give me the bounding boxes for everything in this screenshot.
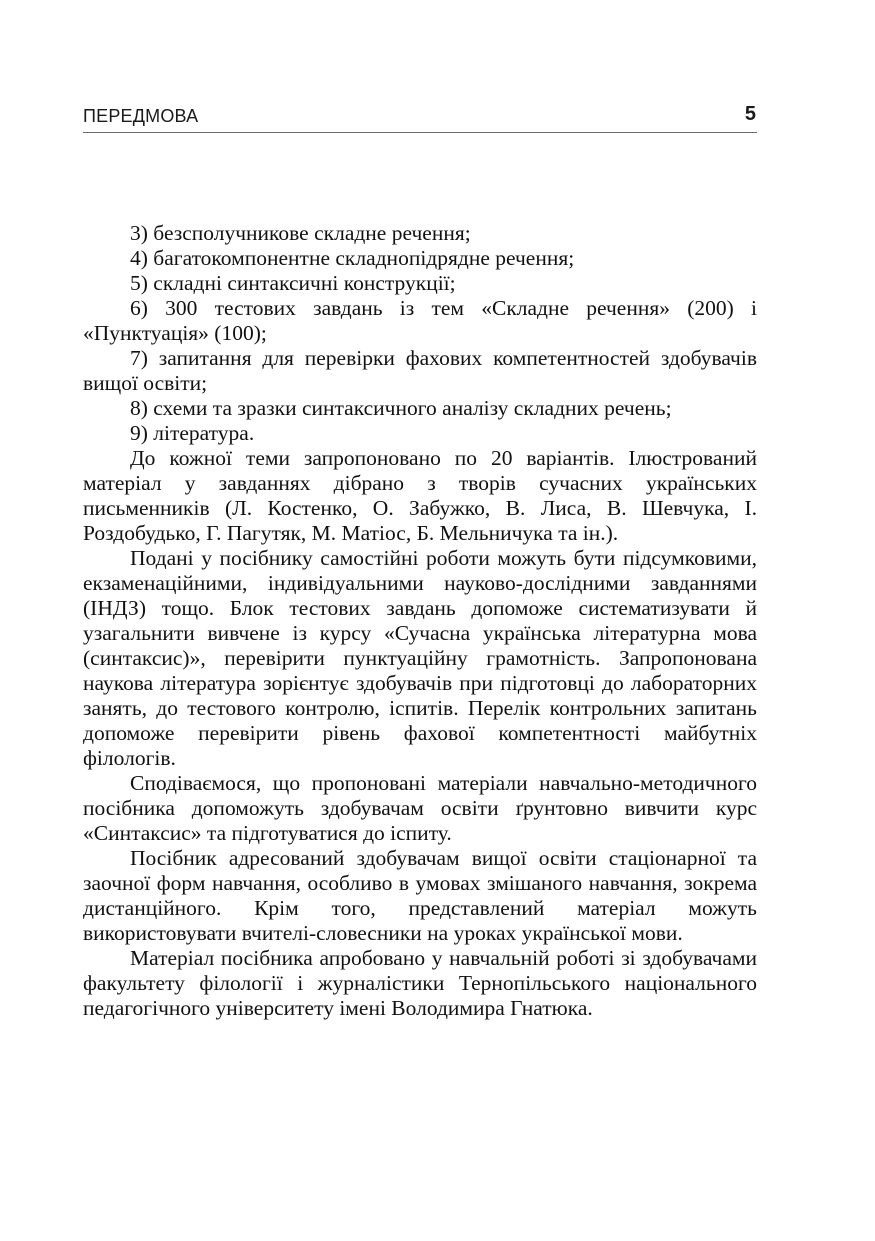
paragraph-independent-work: Подані у посібнику самостійні роботи можуть бути підсумковими, екзаменаційними, індивідуальними науково-дослідними завданнями (ІНДЗ) тощо. Блок тестових завдань допоможе систематизувати й узагальнити вивчене із курсу «Сучасна українська літературна мова (синтаксис)», перевірити пунктуаційну грамотність. Запропонована наукова література зорієнтує здобувачів при підготовці до лабораторних занять, до тестового контролю, іспитів. Перелік контрольних запитань допоможе перевірити рівень фахової компетентності майбутніх філологів. bbox=[83, 546, 757, 770]
list-item-asyndetic-sentence: 3) безсполучникове складне речення; bbox=[130, 221, 471, 245]
paragraph-variants: До кожної теми запропоновано по 20 варіантів. Ілюстрований матеріал у завданнях дібрано з творів сучасних українських письменників (Л. Костенко, О. Забужко, В. Лиса, В. Шевчука, І. Роздобудько, Г. Пагутяк, М. Матіос, Б. Мельничука та ін.). bbox=[83, 446, 757, 545]
header-title: ПЕРЕДМОВА bbox=[83, 106, 199, 126]
list-item-competence-questions: 7) запитання для перевірки фахових компетентностей здобувачів вищої освіти; bbox=[83, 346, 757, 395]
paragraph-approbation: Матеріал посібника апробовано у навчальній роботі зі здобувачами факультету філології і журналістики Тернопільського національного педагогічного університету імені Володимира Гнатюка. bbox=[83, 946, 757, 1020]
page-number: 5 bbox=[744, 103, 756, 125]
list-item-complex-constructions: 5) складні синтаксичні конструкції; bbox=[130, 271, 456, 295]
running-header bbox=[83, 100, 757, 133]
list-item-multicomponent-sentence: 4) багатокомпонентне складнопідрядне речення; bbox=[130, 246, 575, 270]
paragraph-hope: Сподіваємося, що пропоновані матеріали навчально-методичного посібника допоможуть здобувачам освіти ґрунтовно вивчити курс «Синтаксис» та підготуватися до іспиту. bbox=[83, 771, 757, 845]
paragraph-audience: Посібник адресований здобувачам вищої освіти стаціонарної та заочної форм навчання, особливо в умовах змішаного навчання, зокрема дистанційного. Крім того, представлений матеріал можуть використовувати вчителі-словесники на уроках української мови. bbox=[83, 846, 757, 945]
list-item-analysis-schemes: 8) схеми та зразки синтаксичного аналізу складних речень; bbox=[130, 396, 672, 420]
body-text bbox=[83, 221, 757, 1021]
list-item-test-tasks: 6) 300 тестових завдань із тем «Складне речення» (200) і «Пунктуація» (100); bbox=[83, 296, 757, 345]
list-item-literature: 9) література. bbox=[130, 421, 255, 445]
